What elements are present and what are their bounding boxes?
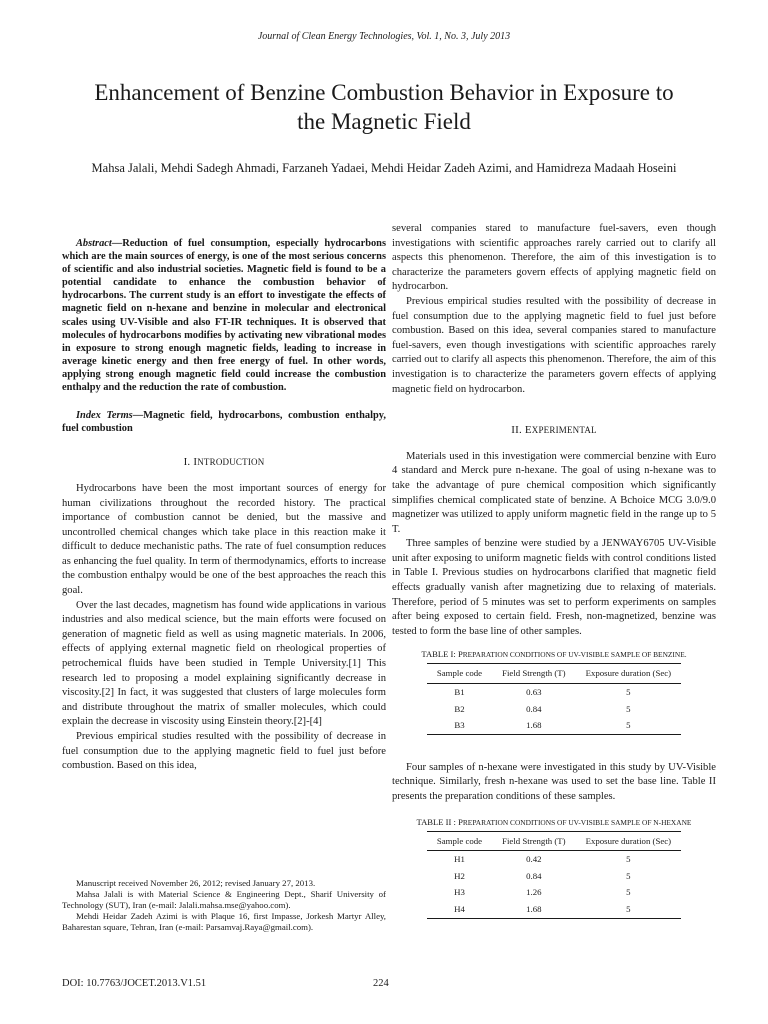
table-1 [427,663,681,734]
section-number: I. [183,456,191,469]
table-cell: H3 [454,887,465,898]
left-column [62,222,386,774]
section-heading-initial: I [193,456,198,469]
table-row [427,884,681,901]
table-2-caption [392,817,716,828]
table-1-caption [392,649,716,660]
table-cell: 1.68 [492,901,576,918]
table-header-row [427,831,681,851]
abstract [62,237,386,394]
column-header: Sample code [427,664,492,684]
column-header: Field Strength (T) [492,831,576,851]
paper-title: Enhancement of Benzine Combustion Behavior in Exposure to the Magnetic Field [94,80,674,134]
section-heading-rest: NTRODUCTION [197,457,265,468]
section-heading-experimental [392,423,716,438]
table-caption-lead: TABLE II : P [416,816,463,827]
index-terms [62,409,386,435]
intro-paragraph-2: Over the last decades, magnetism has found wide applications in various industries and also medical science, but the main efforts were focused on generation of magnetic field as well as using magnetic materials. In 2006, effects of applying external magnetic field on rheological properties of petrochemical fluids have been studied in Temple University.[1] This research led to proposing a model explaining significantly decrease in viscosity.[2] In fact, it was suggested that clusters of large molecules form and distribute throughout the matrix of smaller molecules, which could explain the decrease in viscosity using Einstein theory.[2]-[4] [62,599,386,728]
journal-header: Journal of Clean Energy Technologies, Vol. 1, No. 3, July 2013 [257,31,511,42]
section-heading-initial: E [524,424,532,437]
table-cell: H1 [454,854,465,865]
column-header: Exposure duration (Sec) [576,831,682,851]
table-cell: 1.68 [492,717,576,734]
table-header-row [427,664,681,684]
column-header: Exposure duration (Sec) [576,664,682,684]
section-heading-rest: XPERIMENTAL [531,425,597,436]
table-cell: 5 [576,717,682,734]
footnote-author-1: Mahsa Jalali is with Material Science & Engineering Dept., Sharif University of Technology (SUT), Iran (e-mail: Jalali.mahsa.mse@yahoo.com). [62,889,386,910]
footnotes [62,878,386,933]
table-cell: 0.63 [526,687,542,698]
section-heading-introduction [62,455,386,470]
doi-link[interactable]: DOI: 10.7763/JOCET.2013.V1.51 [62,978,207,989]
table-cell: 5 [626,703,631,714]
column-header: Field Strength (T) [492,664,576,684]
table-row [427,701,681,718]
table-caption-rest: REPARATION CONDITIONS OF UV-VISIBLE SAMPLE OF N-HEXANE [462,817,692,827]
experimental-paragraph-1: Materials used in this investigation were commercial benzine with Euro 4 standard and Merck pure n-hexane. The goal of using n-hexane was to take the advantage of pure chemical composition which significantly simplifies chemical complicated state of benzine. A Bchoice MCG 3.0/9.0 magnetizer was utilized to apply uniform magnetic field in the range up to 5 T. [392,450,716,535]
table-cell: 0.42 [526,854,542,865]
table-row [427,717,681,734]
table-cell: 0.84 [526,870,542,881]
table-cell: 1.26 [526,887,542,898]
table-row [427,868,681,885]
table-2 [427,831,681,919]
index-terms-text: —Magnetic field, hydrocarbons, combustion enthalpy, fuel combustion [62,410,386,435]
intro-paragraph-1: Hydrocarbons have been the most important sources of energy for human civilizations throughout the recorded history. The practical importance of combustion cannot be denied, but the massive and uncontrolled chemical changes which take place in this reaction make it difficult to deduce mechanistic paths. The rate of fuel consumption reduces as enhancing the fuel quality. In term of thermodynamics, efforts to increase the combustion enthalpy would be one of the best approaches the reach this goal. [62,482,386,597]
abstract-text: —Reduction of fuel consumption, especially hydrocarbons which are the main sources of energy, is one of the most serious concerns of scientific and also industrial societies. Magnetic field is found to be a potential candidate to enhance the combustion behavior of hydrocarbons. The current study is an effort to investigate the effects of magnetic field on n-hexane and benzine in molecular and electronical scales using UV-Visible and also FT-IR techniques. It is observed that molecules of hydrocarbons modifies by activating new vibrational modes in exposure to strong enough magnetic fields, leading to increase in average kinetic energy and then free energy of fuel. In other words, applying strong enough magnetic field could increase the combustion enthalpy and the reduction the rate of combustion. [62,238,386,394]
table-cell: 5 [576,901,682,918]
author-list: Mahsa Jalali, Mehdi Sadegh Ahmadi, Farzaneh Yadaei, Mehdi Heidar Zadeh Azimi, and Hamidreza Madaah Hoseini [91,161,677,175]
table-cell: 5 [626,687,631,698]
index-terms-label: Index Terms [76,410,133,422]
section-number: II. [511,424,522,437]
table-cell: H2 [454,870,465,881]
table-cell: 5 [626,854,631,865]
intro-paragraph-3: Previous empirical studies resulted with the possibility of decrease in fuel consumption due to the applying magnetic field to fuel just before combustion. Based on this idea, [62,731,386,772]
table-cell: B2 [454,703,465,714]
footnote-received: Manuscript received November 26, 2012; revised January 27, 2013. [76,878,316,888]
table-cell: 5 [626,887,631,898]
table-caption-rest: REPARATION CONDITIONS OF UV-VISIBLE SAMPLE OF BENZINE. [462,650,687,660]
table-cell: 5 [626,870,631,881]
experimental-paragraph-2: Three samples of benzine were studied by a JENWAY6705 UV-Visible unit after exposing to uniform magnetic fields with control conditions listed in Table I. Previous studies on hydrocarbons clarified that magnetic field effects gradually vanish after magnetizing due to relaxing of materials. Therefore, period of 5 minutes was set to perform experiments on samples after being exposed to certain field. Fresh, non-magnetized, benzine was tested to form the base line of other samples. [392,538,716,637]
table-row [427,684,681,701]
intro-paragraph-3-continued: several companies stared to manufacture fuel-savers, even though investigations with scientific approaches rarely carried out to clarify all aspects this phenomenon. Therefore, the aim of this investigation is to characterize the parameters govern effects of applying magnetic field on hydrocarbon. [392,223,716,293]
column-header: Sample code [427,831,492,851]
table-cell: 0.84 [526,703,542,714]
experimental-paragraph-3: Four samples of n-hexane were investigated in this study by UV-Visible technique. Similarly, fresh n-hexane was used to set the base line. Table II presents the preparation conditions of these samples. [392,761,716,802]
table-cell: B3 [427,717,492,734]
right-column [392,222,716,919]
footnote-author-2: Mehdi Heidar Zadeh Azimi is with Plaque 16, first Impasse, Jorkesh Martyr Alley, Baharestan square, Tehran, Iran (e-mail: Parsamvaj.Raya@gmail.com). [62,911,386,932]
abstract-label: Abstract [76,238,112,249]
table-row [427,851,681,868]
intro-paragraph-4: Previous empirical studies resulted with the possibility of decrease in fuel consumption due to the applying magnetic field to fuel just before combustion. Based on this idea, several companies stared to manufacture fuel-savers, even though investigations with scientific approaches rarely carried out to clarify all aspects this phenomenon. Therefore, the aim of this investigation is to characterize the parameters govern effects of applying magnetic field on hydrocarbon. [392,295,716,395]
table-row [427,901,681,918]
table-cell: B1 [454,687,465,698]
table-cell: H4 [427,901,492,918]
table-caption-lead: TABLE I: P [421,649,463,660]
page-number: 224 [373,978,389,989]
